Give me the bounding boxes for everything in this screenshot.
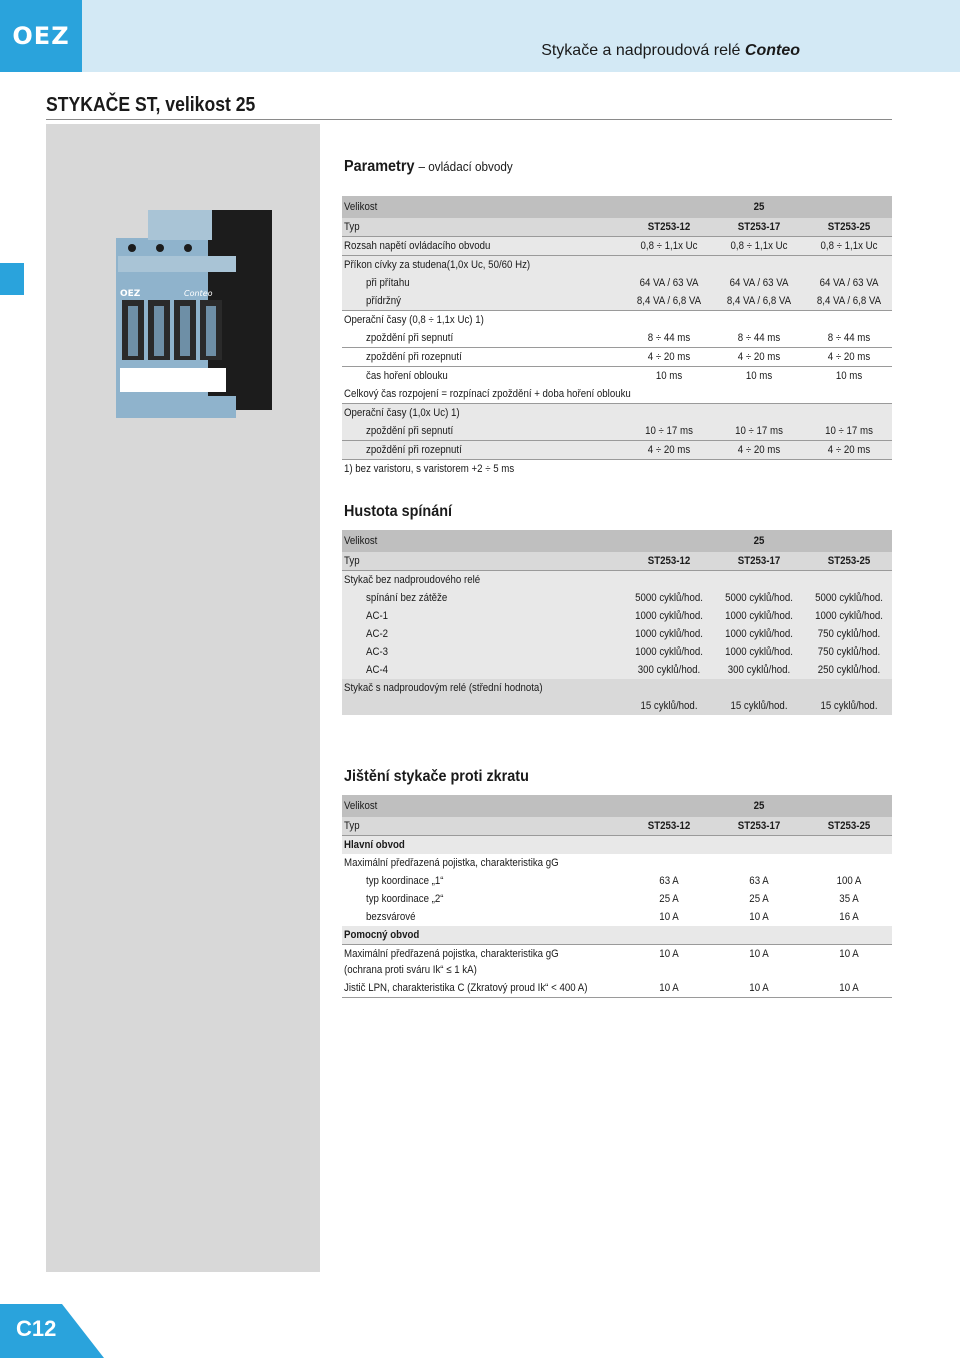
cell: 63 A [659,875,679,887]
table-row [342,348,892,367]
row-label: Maximální předřazená pojistka, charakteristika gG [344,948,559,960]
cell: 10 A [839,982,859,994]
type-col: ST253-17 [737,820,781,832]
title-rule [46,119,892,120]
table-row [342,460,892,478]
cell: 8,4 VA / 6,8 VA [816,295,882,307]
table-row [342,404,892,422]
cell: 16 A [839,911,859,923]
cell: 10 ms [655,370,683,382]
row-label: AC-1 [366,610,389,622]
product-model-mark: Conteo [184,289,213,298]
cell: 10 A [749,982,769,994]
size-value: 25 [753,535,765,547]
row-label: Operační časy (0,8 ÷ 1,1x Uc) 1) [344,314,484,326]
footnote: 1) bez varistoru, s varistorem +2 ÷ 5 ms [344,463,515,475]
row-label: typ koordinace „1“ [366,875,444,887]
row-label: Jistič LPN, charakteristika C (Zkratový proud Ik“ < 400 A) [344,982,588,994]
side-tab-marker [0,263,24,295]
type-col: ST253-12 [647,555,691,567]
cell: 8,4 VA / 6,8 VA [636,295,702,307]
cell: 1000 cyklů/hod. [635,628,703,640]
table-row [342,367,892,385]
row-label: spínání bez zátěže [366,592,448,604]
row-label: zpoždění při sepnutí [366,425,454,437]
cell: 0,8 ÷ 1,1x Uc [730,240,788,252]
table-row [342,872,892,890]
row-label: AC-2 [366,628,389,640]
size-value: 25 [753,800,765,812]
table-row [342,854,892,872]
cell: 25 A [749,893,769,905]
table-row [342,697,892,715]
cell: 10 A [659,982,679,994]
cell: 15 cyklů/hod. [640,700,698,712]
table-row [342,530,892,552]
size-label: Velikost [344,535,378,547]
cell: 10 ms [835,370,863,382]
cell: 10 A [749,911,769,923]
cell: 4 ÷ 20 ms [647,444,691,456]
page-number: C12 [16,1316,57,1341]
cell: 10 ÷ 17 ms [825,425,873,437]
page-number-tab [0,1304,104,1358]
row-label: čas hoření oblouku [366,370,448,382]
type-col: ST253-17 [737,555,781,567]
cell: 35 A [839,893,859,905]
cell: 15 cyklů/hod. [730,700,788,712]
type-label: Typ [344,820,360,832]
table-row [342,218,892,237]
table-row [342,979,892,998]
control-table [342,196,892,478]
row-label: zpoždění při rozepnutí [366,351,462,363]
cell: 8 ÷ 44 ms [647,332,691,344]
table-row [342,196,892,218]
cell: 1000 cyklů/hod. [725,610,793,622]
table-row [342,441,892,460]
row-label: Rozsah napětí ovládacího obvodu [344,240,491,252]
table-row [342,311,892,329]
size-label: Velikost [344,800,378,812]
row-label: zpoždění při rozepnutí [366,444,462,456]
switching-table [342,530,892,715]
cell: 8 ÷ 44 ms [827,332,871,344]
cell: 63 A [749,875,769,887]
table-row [342,607,892,625]
row-label: Maximální předřazená pojistka, charakteristika gG [344,857,559,869]
table-row [342,926,892,945]
cell: 1000 cyklů/hod. [635,646,703,658]
cell: 1000 cyklů/hod. [635,610,703,622]
type-col: ST253-25 [827,820,871,832]
table-row [342,890,892,908]
page-title: STYKAČE ST, velikost 25 [46,94,256,116]
cell: 4 ÷ 20 ms [827,351,871,363]
size-label: Velikost [344,201,378,213]
cell: 64 VA / 63 VA [639,277,699,289]
cell: 10 A [749,948,769,960]
table-row [342,795,892,817]
cell: 750 cyklů/hod. [817,628,881,640]
cell: 64 VA / 63 VA [819,277,879,289]
table-row [342,292,892,311]
cell: 4 ÷ 20 ms [827,444,871,456]
cell: 10 ms [745,370,773,382]
product-brand-mark: OEZ [120,289,141,299]
table-row [342,589,892,607]
row-label: AC-3 [366,646,389,658]
cell: 10 A [839,948,859,960]
control-title: Parametry [344,158,415,175]
cell: 300 cyklů/hod. [727,664,791,676]
cell: 750 cyklů/hod. [817,646,881,658]
table-row [342,422,892,441]
row-label: (ochrana proti sváru Ik“ ≤ 1 kA) [344,964,477,976]
table-row [342,679,892,697]
row-label: zpoždění při sepnutí [366,332,454,344]
cell: 300 cyklů/hod. [637,664,701,676]
row-label: Stykač s nadproudovým relé (střední hodnota) [344,682,543,694]
table-row [342,329,892,348]
header-title-text: Stykače a nadproudová relé [541,42,741,59]
table-row [342,625,892,643]
table-row [342,571,892,589]
cell: 10 ÷ 17 ms [645,425,693,437]
type-label: Typ [344,555,360,567]
cell: 25 A [659,893,679,905]
cell: 1000 cyklů/hod. [725,646,793,658]
cell: 5000 cyklů/hod. [815,592,883,604]
cell: 4 ÷ 20 ms [647,351,691,363]
cell: 0,8 ÷ 1,1x Uc [820,240,878,252]
table-row [342,237,892,256]
header-title [541,42,800,60]
row-label: přídržný [366,295,401,307]
row-label: typ koordinace „2“ [366,893,444,905]
cell: 1000 cyklů/hod. [815,610,883,622]
table-row [342,385,892,404]
type-col: ST253-17 [737,221,781,233]
type-col: ST253-12 [647,221,691,233]
header-title-brand: Conteo [744,42,800,59]
cell: 64 VA / 63 VA [729,277,789,289]
cell: 250 cyklů/hod. [817,664,881,676]
cell: 5000 cyklů/hod. [635,592,703,604]
table-row [342,274,892,292]
row-label: bezsvárové [366,911,416,923]
type-col: ST253-25 [827,221,871,233]
table-row [342,836,892,854]
row-label: AC-4 [366,664,389,676]
row-label: Hlavní obvod [344,839,405,851]
cell: 10 A [659,911,679,923]
row-label: při přítahu [366,277,410,289]
table-row [342,661,892,679]
row-label: Příkon cívky za studena(1,0x Uc, 50/60 Hz) [344,259,531,271]
table-row [342,552,892,571]
cell: 0,8 ÷ 1,1x Uc [640,240,698,252]
cell: 4 ÷ 20 ms [737,351,781,363]
type-col: ST253-25 [827,555,871,567]
table-row [342,908,892,926]
cell: 100 A [836,875,862,887]
section-title-control [344,158,513,176]
cell: 15 cyklů/hod. [820,700,878,712]
cell: 5000 cyklů/hod. [725,592,793,604]
cell: 4 ÷ 20 ms [737,444,781,456]
table-row [342,256,892,274]
type-col: ST253-12 [647,820,691,832]
cell: 1000 cyklů/hod. [725,628,793,640]
contactor-product-image [108,200,276,422]
cell: 8,4 VA / 6,8 VA [726,295,792,307]
table-row [342,945,892,979]
row-label: Operační časy (1,0x Uc) 1) [344,407,460,419]
protection-table [342,795,892,998]
oez-logo: OEZ [0,0,82,72]
cell: 10 ÷ 17 ms [735,425,783,437]
section-title-switching: Hustota spínání [344,503,453,520]
type-label: Typ [344,221,360,233]
row-label: Celkový čas rozpojení = rozpínací zpoždění + doba hoření oblouku [344,388,631,400]
header-band [0,0,960,72]
cell: 10 A [659,948,679,960]
control-subtitle: – ovládací obvody [418,159,513,174]
size-value: 25 [753,201,765,213]
table-row [342,817,892,836]
row-label: Stykač bez nadproudového relé [344,574,481,586]
table-row [342,643,892,661]
cell: 8 ÷ 44 ms [737,332,781,344]
section-title-protection: Jištění stykače proti zkratu [344,768,529,785]
row-label: Pomocný obvod [344,929,420,941]
